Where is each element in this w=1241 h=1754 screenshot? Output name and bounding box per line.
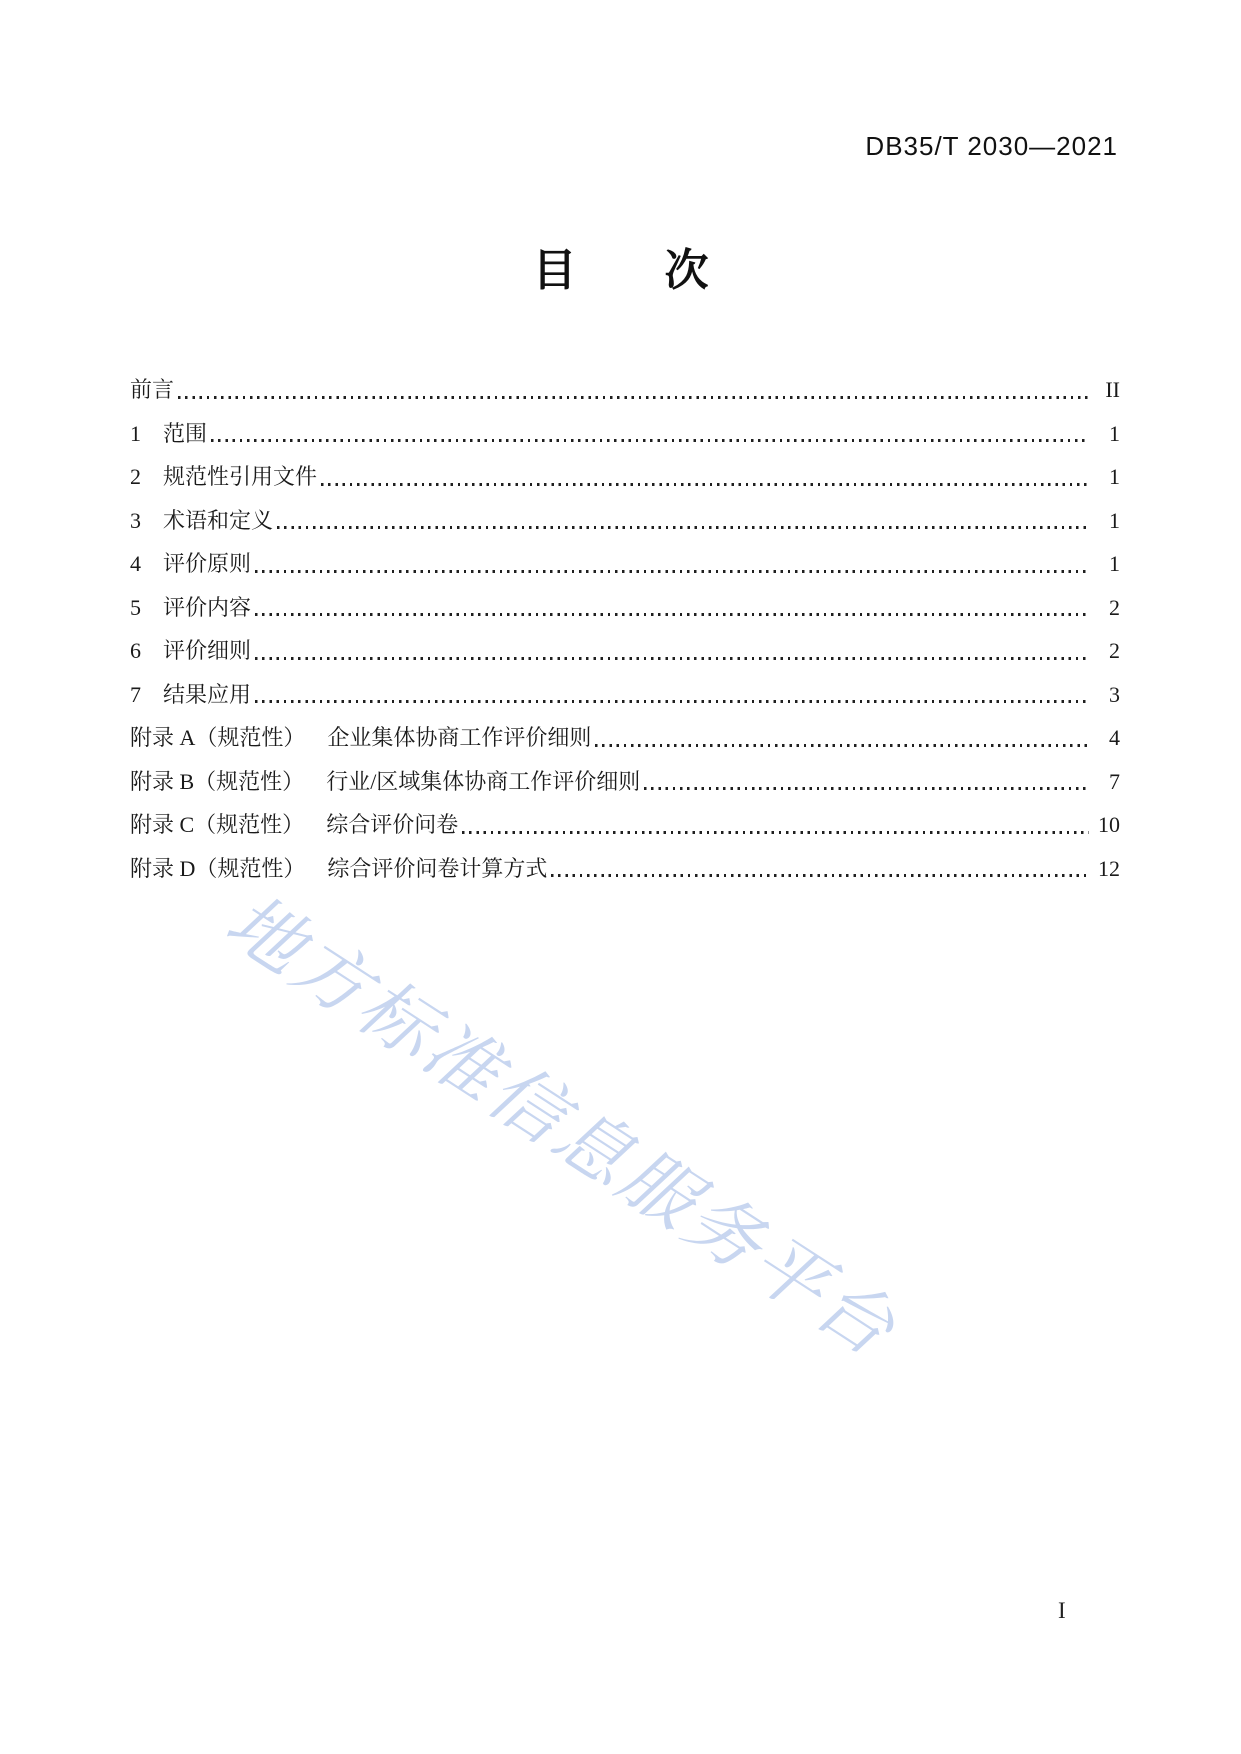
toc-entry [130, 412, 1120, 456]
toc-heading: 目 次 [532, 246, 709, 295]
toc-entry-page-number: 10 [1098, 812, 1120, 837]
toc-entry [130, 542, 1120, 586]
toc-list [130, 368, 1120, 890]
toc-entry-title: 结果应用 [163, 681, 252, 707]
toc-entry-title: 范围 [163, 420, 208, 446]
toc-entry-number: 附录 A（规范性） [130, 725, 306, 750]
toc-entry-title: 评价内容 [163, 594, 252, 620]
toc-dot-leader [462, 831, 1089, 834]
toc-entry-page-number: II [1105, 377, 1120, 402]
toc-dot-leader [277, 526, 1089, 529]
toc-dot-leader [551, 874, 1089, 877]
toc-entry [130, 455, 1120, 499]
toc-entry-title: 综合评价问卷 [326, 812, 459, 837]
toc-entry-title: 综合评价问卷计算方式 [327, 855, 548, 881]
toc-entry-page-number: 1 [1109, 551, 1120, 576]
toc-entry-page-number: 2 [1109, 638, 1120, 663]
toc-dot-leader [595, 744, 1089, 747]
footer-page-number: I [1058, 1598, 1066, 1623]
toc-dot-leader [255, 613, 1089, 616]
toc-entry-number: 3 [130, 507, 141, 533]
toc-entry-number: 4 [130, 551, 141, 576]
toc-dot-leader [321, 483, 1089, 486]
toc-entry-title: 规范性引用文件 [163, 464, 318, 489]
toc-entry-number: 附录 D（规范性） [130, 855, 306, 881]
toc-entry-page-number: 12 [1098, 855, 1120, 881]
toc-entry-title: 评价原则 [163, 551, 252, 576]
toc-entry-page-number: 3 [1109, 681, 1120, 707]
toc-entry-title: 评价细则 [163, 638, 252, 663]
toc-entry-number: 6 [130, 638, 141, 663]
toc-entry [130, 803, 1120, 847]
toc-entry-page-number: 7 [1109, 768, 1120, 794]
toc-entry-title: 行业/区域集体协商工作评价细则 [326, 768, 641, 794]
toc-entry-page-number: 2 [1109, 594, 1120, 620]
toc-entry [130, 716, 1120, 760]
toc-entry-title: 前言 [130, 377, 175, 402]
toc-entry [130, 586, 1120, 630]
standard-code: DB35/T 2030—2021 [865, 131, 1118, 161]
toc-entry [130, 368, 1120, 412]
toc-entry-page-number: 1 [1109, 464, 1120, 489]
toc-entry-title: 企业集体协商工作评价细则 [327, 725, 592, 750]
toc-entry-page-number: 1 [1109, 420, 1120, 446]
toc-dot-leader [211, 439, 1089, 442]
toc-dot-leader [644, 787, 1089, 790]
toc-entry [130, 673, 1120, 717]
toc-entry-number: 附录 B（规范性） [130, 768, 305, 794]
toc-dot-leader [255, 570, 1089, 573]
toc-entry-number: 7 [130, 681, 141, 707]
toc-entry [130, 760, 1120, 804]
toc-entry-number: 5 [130, 594, 141, 620]
toc-entry-page-number: 1 [1109, 507, 1120, 533]
watermark-text: 地方标准信息服务平台 [211, 880, 911, 1374]
toc-entry [130, 499, 1120, 543]
toc-entry [130, 847, 1120, 891]
toc-entry-number: 1 [130, 420, 141, 446]
toc-entry-title: 术语和定义 [163, 507, 274, 533]
toc-dot-leader [178, 396, 1089, 399]
toc-dot-leader [255, 657, 1089, 660]
toc-entry-number: 附录 C（规范性） [130, 812, 305, 837]
toc-entry-page-number: 4 [1109, 725, 1120, 750]
toc-dot-leader [255, 700, 1089, 703]
toc-entry [130, 629, 1120, 673]
toc-entry-number: 2 [130, 464, 141, 489]
